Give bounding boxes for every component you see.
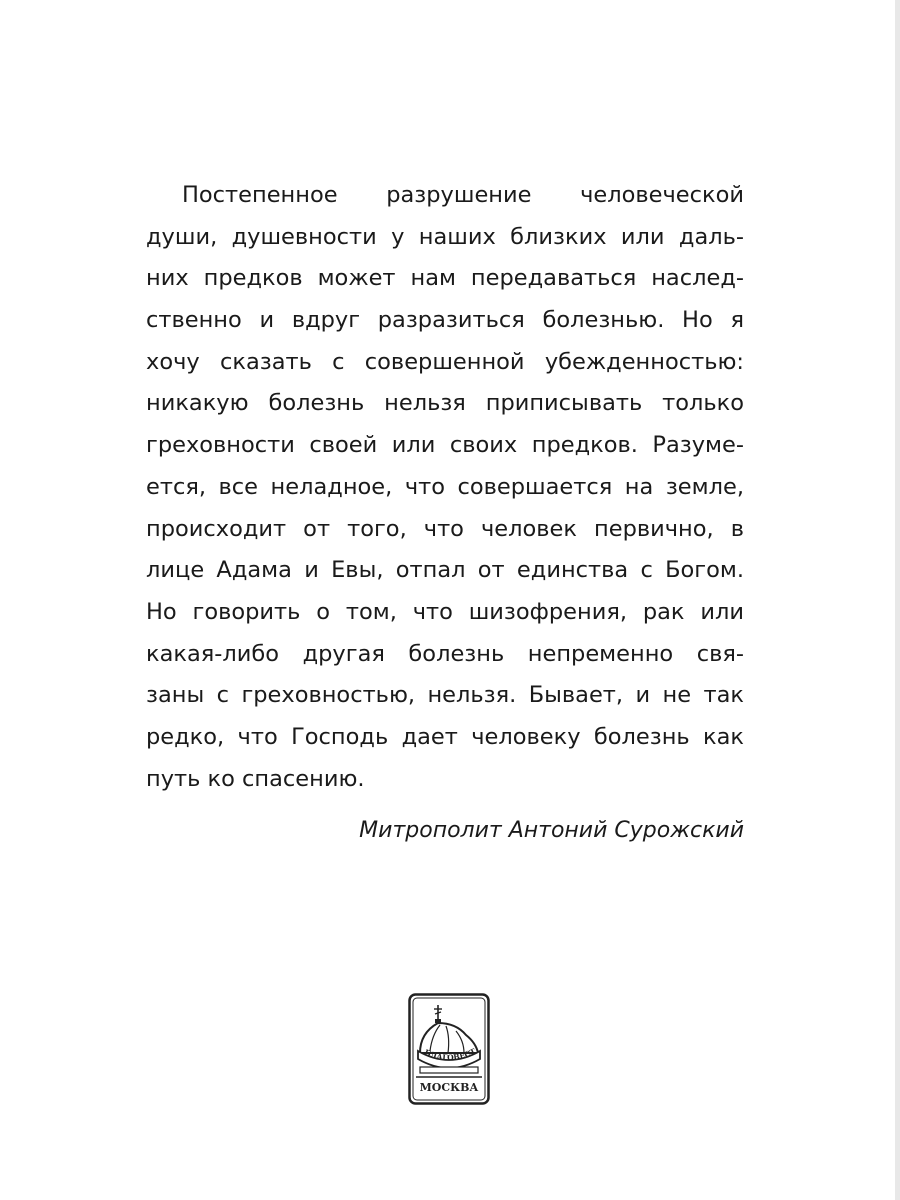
- quote-line: происходит от того, что человек первично, в: [146, 515, 744, 542]
- publisher-logo: [408, 993, 490, 1105]
- quote-line: них предков может нам передаваться наслед-: [146, 265, 744, 292]
- quote-line: заны с греховностью, нельзя. Бывает, и не так: [146, 682, 744, 709]
- publisher-dome-text: БЛАГОВЕСТ: [423, 1046, 478, 1063]
- quote-line: Постепенное разрушение человеческой: [182, 182, 744, 208]
- quote-line: лице Адама и Евы, отпал от единства с Богом.: [146, 557, 744, 584]
- quote-line: редко, что Господь дает человеку болезнь как: [146, 723, 744, 750]
- quote-line: какая-либо другая болезнь непременно свя-: [146, 640, 744, 667]
- quote-line: путь ко спасению.: [146, 765, 365, 792]
- publisher-city: МОСКВА: [419, 1081, 479, 1094]
- quote-line: души, душевности у наших близких или даль-: [146, 223, 744, 250]
- quote-line: никакую болезнь нельзя приписывать только: [146, 390, 744, 417]
- quote-text: [146, 175, 744, 800]
- quote-line: греховности своей или своих предков. Разуме-: [146, 432, 744, 459]
- quote-line: хочу сказать с совершенной убежденностью:: [146, 348, 744, 375]
- quote-line: ется, все неладное, что совершается на земле,: [146, 473, 744, 500]
- quote-line: ственно и вдруг разразиться болезнью. Но я: [146, 307, 744, 334]
- quote-author: Митрополит Антоний Сурожский: [359, 818, 744, 843]
- quote-line: Но говорить о том, что шизофрения, рак или: [146, 598, 744, 625]
- page-edge: [895, 0, 900, 1200]
- church-dome-icon: [408, 993, 490, 1105]
